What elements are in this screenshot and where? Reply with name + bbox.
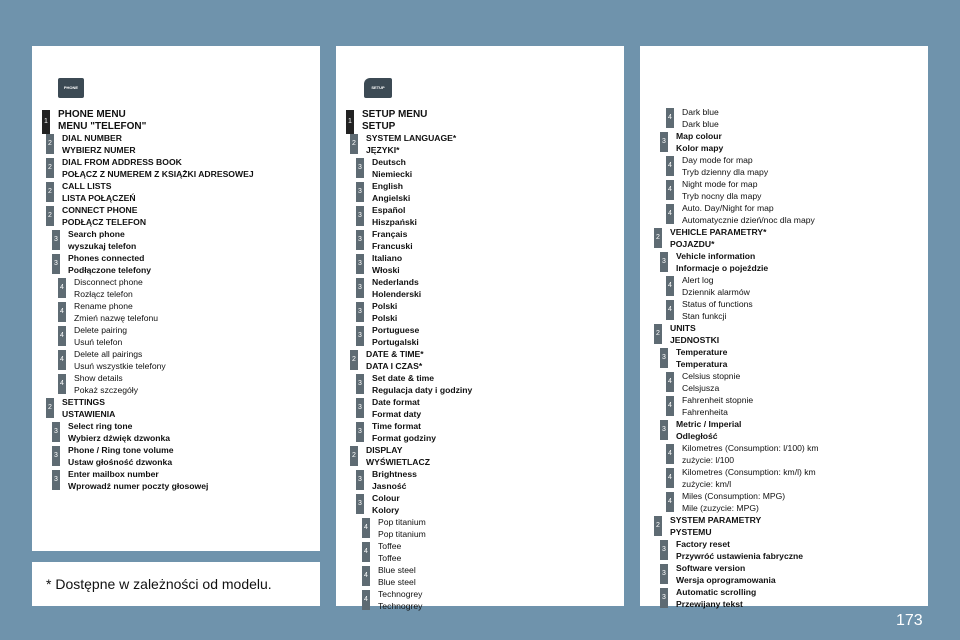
label-english: Français bbox=[372, 229, 408, 239]
label-english: Fahrenheit stopnie bbox=[682, 395, 754, 405]
label-polish: Dark blue bbox=[682, 119, 719, 129]
menu-entry-label bbox=[372, 228, 413, 252]
label-polish: Włoski bbox=[372, 265, 400, 275]
label-english: UNITS bbox=[670, 323, 696, 333]
level-badge: 4 bbox=[666, 444, 674, 464]
label-english: Delete pairing bbox=[74, 325, 128, 335]
level-badge: 2 bbox=[46, 158, 54, 178]
menu-entry-label bbox=[682, 466, 816, 490]
menu-entry-label bbox=[372, 372, 472, 396]
level-badge: 3 bbox=[356, 326, 364, 346]
label-polish: Dziennik alarmów bbox=[682, 287, 750, 297]
page-number: 173 bbox=[896, 612, 923, 629]
menu-entry-label bbox=[676, 418, 741, 442]
phone-menu-panel bbox=[32, 46, 320, 551]
level-badge: 2 bbox=[46, 134, 54, 154]
level-badge: 4 bbox=[362, 518, 370, 538]
label-polish: USTAWIENIA bbox=[62, 409, 116, 419]
label-english: Night mode for map bbox=[682, 179, 758, 189]
label-english: Pop titanium bbox=[378, 517, 426, 527]
menu-entry-label bbox=[68, 468, 208, 492]
level-badge: 2 bbox=[350, 134, 358, 154]
label-polish: Portugalski bbox=[372, 337, 419, 347]
level-badge: 4 bbox=[362, 590, 370, 610]
level-badge: 4 bbox=[666, 492, 674, 512]
label-polish: Rozłącz telefon bbox=[74, 289, 133, 299]
label-english: PHONE MENU bbox=[58, 109, 126, 120]
level-badge: 4 bbox=[666, 276, 674, 296]
label-polish: Blue steel bbox=[378, 577, 416, 587]
menu-entry-label bbox=[682, 202, 815, 226]
level-badge: 3 bbox=[356, 422, 364, 442]
label-polish: Kolor mapy bbox=[676, 143, 724, 153]
menu-entry-label bbox=[372, 420, 436, 444]
label-polish: JĘZYKI* bbox=[366, 145, 400, 155]
level-badge: 3 bbox=[52, 254, 60, 274]
label-english: SYSTEM PARAMETRY bbox=[670, 515, 762, 525]
label-english: Dark blue bbox=[682, 107, 719, 117]
menu-entry-label bbox=[62, 396, 115, 420]
level-badge: 4 bbox=[58, 278, 66, 298]
level-badge: 4 bbox=[362, 542, 370, 562]
label-english: Date format bbox=[372, 397, 420, 407]
level-badge: 3 bbox=[356, 494, 364, 514]
level-badge: 2 bbox=[350, 446, 358, 466]
label-english: Delete all pairings bbox=[74, 349, 143, 359]
menu-entry-label bbox=[372, 180, 410, 204]
label-polish: Przewijany tekst bbox=[676, 599, 743, 609]
menu-entry-label bbox=[68, 444, 174, 468]
label-english: Miles (Consumption: MPG) bbox=[682, 491, 786, 501]
menu-entry-label bbox=[670, 226, 766, 250]
footnote-box bbox=[32, 562, 320, 606]
menu-entry-label bbox=[58, 109, 146, 132]
menu-entry-label bbox=[670, 322, 719, 346]
level-badge: 3 bbox=[356, 230, 364, 250]
menu-entry-label bbox=[372, 324, 419, 348]
level-badge: 4 bbox=[58, 374, 66, 394]
level-badge: 3 bbox=[52, 446, 60, 466]
menu-entry-label bbox=[378, 540, 401, 564]
level-badge: 4 bbox=[58, 302, 66, 322]
menu-entry-label bbox=[378, 564, 416, 588]
menu-entry-label bbox=[676, 250, 768, 274]
level-badge: 3 bbox=[356, 206, 364, 226]
label-polish: WYBIERZ NUMER bbox=[62, 145, 136, 155]
menu-entry-label bbox=[682, 490, 785, 514]
label-polish: Angielski bbox=[372, 193, 411, 203]
menu-entry-label bbox=[74, 348, 166, 372]
label-english: Automatic scrolling bbox=[676, 587, 757, 597]
menu-entry-label bbox=[676, 562, 776, 586]
label-polish: PODŁĄCZ TELEFON bbox=[62, 217, 147, 227]
label-english: VEHICLE PARAMETRY* bbox=[670, 227, 767, 237]
menu-entry-label bbox=[366, 444, 430, 468]
menu-entry-label bbox=[682, 178, 761, 202]
setup-icon: SETUP bbox=[364, 78, 392, 98]
level-badge: 3 bbox=[356, 254, 364, 274]
label-english: Phone / Ring tone volume bbox=[68, 445, 174, 455]
level-badge: 3 bbox=[356, 470, 364, 490]
menu-entry-label bbox=[74, 300, 158, 324]
menu-entry-label bbox=[676, 130, 723, 154]
menu-entry-label bbox=[372, 156, 412, 180]
label-english: Show details bbox=[74, 373, 123, 383]
menu-entry-label bbox=[372, 396, 421, 420]
menu-entry-label bbox=[676, 586, 756, 610]
label-polish: Fahrenheita bbox=[682, 407, 728, 417]
menu-entry-label bbox=[372, 492, 400, 516]
label-english: Portuguese bbox=[372, 325, 420, 335]
menu-entry-label bbox=[676, 538, 803, 562]
label-polish: DATA I CZAS* bbox=[366, 361, 423, 371]
label-polish: Informacje o pojeździe bbox=[676, 263, 769, 273]
menu-entry-label bbox=[682, 442, 819, 466]
label-polish: Polski bbox=[372, 313, 398, 323]
label-polish: POJAZDU* bbox=[670, 239, 715, 249]
label-english: Status of functions bbox=[682, 299, 753, 309]
level-badge: 4 bbox=[666, 300, 674, 320]
menu-entry-label bbox=[682, 298, 753, 322]
level-badge: 3 bbox=[660, 564, 668, 584]
label-polish: Automatycznie dzień/noc dla mapy bbox=[682, 215, 815, 225]
level-badge: 2 bbox=[46, 182, 54, 202]
level-badge: 3 bbox=[660, 132, 668, 152]
label-english: Software version bbox=[676, 563, 746, 573]
level-badge: 2 bbox=[654, 516, 662, 536]
level-badge: 3 bbox=[660, 348, 668, 368]
label-english: DIAL FROM ADDRESS BOOK bbox=[62, 157, 182, 167]
label-english: Technogrey bbox=[378, 589, 423, 599]
label-english: Phones connected bbox=[68, 253, 145, 263]
menu-entry-label bbox=[68, 252, 151, 276]
level-badge: 3 bbox=[52, 230, 60, 250]
label-polish: Regulacja daty i godziny bbox=[372, 385, 473, 395]
label-english: Metric / Imperial bbox=[676, 419, 742, 429]
label-polish: Pop titanium bbox=[378, 529, 426, 539]
level-badge: 3 bbox=[660, 420, 668, 440]
label-polish: wyszukaj telefon bbox=[68, 241, 137, 251]
label-polish: Ustaw głośność dzwonka bbox=[68, 457, 173, 467]
menu-entry-label bbox=[372, 468, 417, 492]
level-badge: 3 bbox=[356, 302, 364, 322]
label-polish: POŁĄCZ Z NUMEREM Z KSIĄŻKI ADRESOWEJ bbox=[62, 169, 254, 179]
label-english: Italiano bbox=[372, 253, 403, 263]
menu-entry-label bbox=[670, 514, 761, 538]
label-english: Blue steel bbox=[378, 565, 416, 575]
label-english: Nederlands bbox=[372, 277, 419, 287]
label-english: Rename phone bbox=[74, 301, 133, 311]
label-english: Search phone bbox=[68, 229, 125, 239]
label-english: Disconnect phone bbox=[74, 277, 143, 287]
label-polish: WYŚWIETLACZ bbox=[366, 457, 430, 467]
level-badge: 4 bbox=[666, 468, 674, 488]
menu-entry-label bbox=[372, 252, 402, 276]
level-badge: 2 bbox=[654, 228, 662, 248]
label-english: CONNECT PHONE bbox=[62, 205, 138, 215]
label-polish: Format daty bbox=[372, 409, 422, 419]
label-polish: zużycie: l/100 bbox=[682, 455, 735, 465]
label-polish: MENU "TELEFON" bbox=[58, 120, 147, 132]
menu-entry-label bbox=[74, 276, 143, 300]
label-polish: Przywróć ustawienia fabryczne bbox=[676, 551, 804, 561]
label-polish: Jasność bbox=[372, 481, 407, 491]
label-english: CALL LISTS bbox=[62, 181, 112, 191]
level-badge: 2 bbox=[46, 206, 54, 226]
label-polish: Celsjusza bbox=[682, 383, 720, 393]
label-polish: Podłączone telefony bbox=[68, 265, 152, 275]
level-badge: 4 bbox=[666, 108, 674, 128]
level-badge: 3 bbox=[356, 182, 364, 202]
label-polish: Francuski bbox=[372, 241, 413, 251]
menu-entry-label bbox=[62, 204, 146, 228]
label-polish: Usuń wszystkie telefony bbox=[74, 361, 166, 371]
label-polish: Temperatura bbox=[676, 359, 728, 369]
menu-entry-label bbox=[378, 588, 422, 612]
label-polish: Odległość bbox=[676, 431, 718, 441]
level-badge: 2 bbox=[654, 324, 662, 344]
label-polish: Wprowadź numer poczty głosowej bbox=[68, 481, 209, 491]
label-english: Colour bbox=[372, 493, 400, 503]
label-english: Enter mailbox number bbox=[68, 469, 159, 479]
label-polish: Tryb nocny dla mapy bbox=[682, 191, 762, 201]
level-badge: 3 bbox=[660, 540, 668, 560]
level-badge: 4 bbox=[666, 372, 674, 392]
menu-entry-label bbox=[74, 372, 138, 396]
menu-entry-label bbox=[676, 346, 727, 370]
label-polish: SETUP bbox=[362, 120, 396, 132]
label-english: Toffee bbox=[378, 541, 402, 551]
setup-menu-continued-panel bbox=[640, 46, 928, 609]
label-polish: Pokaż szczegóły bbox=[74, 385, 139, 395]
label-polish: Stan funkcji bbox=[682, 311, 727, 321]
label-english: Español bbox=[372, 205, 406, 215]
menu-entry-label bbox=[62, 156, 254, 180]
label-polish: Mile (zuzycie: MPG) bbox=[682, 503, 759, 513]
menu-entry-label bbox=[372, 300, 397, 324]
level-badge: 4 bbox=[58, 326, 66, 346]
level-badge: 4 bbox=[58, 350, 66, 370]
menu-entry-label bbox=[682, 370, 740, 394]
label-english: SETUP MENU bbox=[362, 109, 428, 120]
level-badge: 1 bbox=[42, 110, 50, 134]
menu-entry-label bbox=[62, 180, 136, 204]
phone-icon: PHONE bbox=[58, 78, 84, 98]
level-badge: 1 bbox=[346, 110, 354, 134]
level-badge: 3 bbox=[52, 470, 60, 490]
menu-entry-label bbox=[362, 109, 427, 132]
label-english: Brightness bbox=[372, 469, 417, 479]
label-polish: Wybierz dźwięk dzwonka bbox=[68, 433, 171, 443]
level-badge: 4 bbox=[666, 180, 674, 200]
menu-entry-label bbox=[372, 276, 421, 300]
menu-entry-label bbox=[682, 274, 750, 298]
label-english: SETTINGS bbox=[62, 397, 105, 407]
footnote-text: * Dostępne w zależności od modelu. bbox=[46, 576, 272, 592]
label-english: Kilometres (Consumption: l/100) km bbox=[682, 443, 819, 453]
level-badge: 3 bbox=[356, 158, 364, 178]
menu-entry-label bbox=[68, 420, 170, 444]
label-english: Time format bbox=[372, 421, 422, 431]
label-polish: Usuń telefon bbox=[74, 337, 123, 347]
level-badge: 3 bbox=[356, 398, 364, 418]
menu-entry-label bbox=[682, 154, 768, 178]
label-english: Kilometres (Consumption: km/l) km bbox=[682, 467, 816, 477]
level-badge: 2 bbox=[46, 398, 54, 418]
label-english: Celsius stopnie bbox=[682, 371, 741, 381]
menu-entry-label bbox=[366, 348, 424, 372]
menu-entry-label bbox=[378, 516, 426, 540]
level-badge: 4 bbox=[666, 156, 674, 176]
menu-entry-label bbox=[62, 132, 136, 156]
label-english: English bbox=[372, 181, 404, 191]
label-polish: Toffee bbox=[378, 553, 402, 563]
level-badge: 4 bbox=[362, 566, 370, 586]
label-polish: Technogrey bbox=[378, 601, 423, 611]
level-badge: 3 bbox=[52, 422, 60, 442]
setup-menu-panel bbox=[336, 46, 624, 611]
label-english: DIAL NUMBER bbox=[62, 133, 122, 143]
label-english: Factory reset bbox=[676, 539, 730, 549]
label-polish: zużycie: km/l bbox=[682, 479, 732, 489]
menu-entry-label bbox=[366, 132, 456, 156]
label-polish: Wersja oprogramowania bbox=[676, 575, 776, 585]
label-english: Set date & time bbox=[372, 373, 435, 383]
level-badge: 3 bbox=[660, 588, 668, 608]
label-english: DISPLAY bbox=[366, 445, 403, 455]
label-polish: Tryb dzienny dla mapy bbox=[682, 167, 769, 177]
label-english: Auto. Day/Night for map bbox=[682, 203, 774, 213]
label-english: Map colour bbox=[676, 131, 722, 141]
label-english: Select ring tone bbox=[68, 421, 133, 431]
menu-entry-label bbox=[682, 106, 719, 130]
menu-entry-label bbox=[682, 394, 753, 418]
label-english: Polski bbox=[372, 301, 398, 311]
label-polish: Kolory bbox=[372, 505, 400, 515]
level-badge: 3 bbox=[356, 278, 364, 298]
level-badge: 2 bbox=[350, 350, 358, 370]
menu-entry-label bbox=[74, 324, 127, 348]
menu-entry-label bbox=[68, 228, 136, 252]
label-polish: Format godziny bbox=[372, 433, 436, 443]
label-english: Alert log bbox=[682, 275, 714, 285]
label-english: Temperature bbox=[676, 347, 728, 357]
label-polish: Niemiecki bbox=[372, 169, 413, 179]
level-badge: 4 bbox=[666, 204, 674, 224]
menu-entry-label bbox=[372, 204, 417, 228]
level-badge: 3 bbox=[356, 374, 364, 394]
level-badge: 3 bbox=[660, 252, 668, 272]
label-polish: JEDNOSTKI bbox=[670, 335, 720, 345]
label-polish: Hiszpański bbox=[372, 217, 417, 227]
label-english: DATE & TIME* bbox=[366, 349, 424, 359]
label-english: Vehicle information bbox=[676, 251, 756, 261]
label-english: Deutsch bbox=[372, 157, 406, 167]
label-polish: PYSTEMU bbox=[670, 527, 712, 537]
label-polish: Zmień nazwę telefonu bbox=[74, 313, 159, 323]
label-polish: Holenderski bbox=[372, 289, 422, 299]
label-english: SYSTEM LANGUAGE* bbox=[366, 133, 457, 143]
label-polish: LISTA POŁĄCZEŃ bbox=[62, 193, 136, 203]
label-english: Day mode for map bbox=[682, 155, 753, 165]
level-badge: 4 bbox=[666, 396, 674, 416]
